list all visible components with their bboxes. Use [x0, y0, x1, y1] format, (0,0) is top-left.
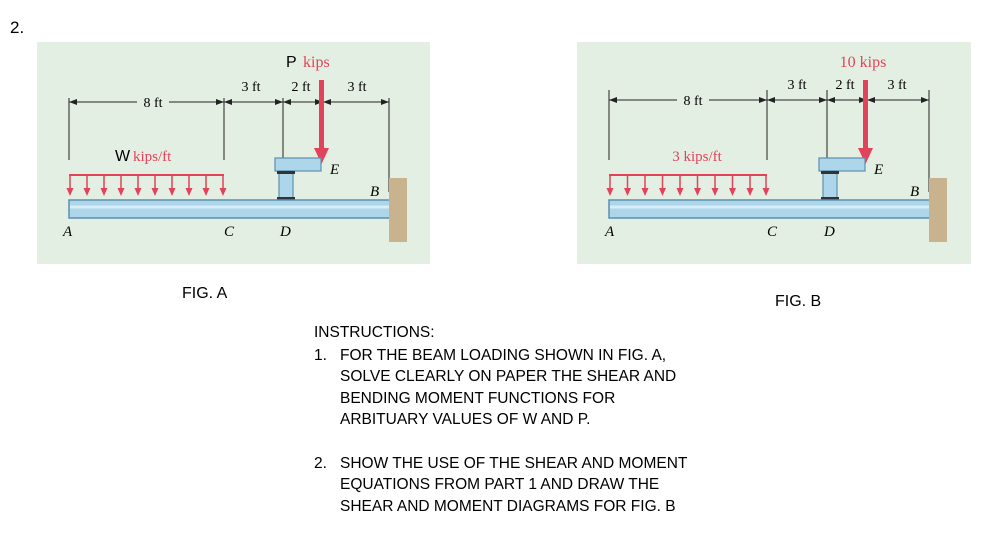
question-number: 2.	[10, 18, 25, 37]
dim-ed-label: 2 ft	[835, 78, 855, 93]
dim-ed-label: 2 ft	[291, 80, 311, 95]
instruction-step-2	[314, 453, 734, 518]
instructions-header: INSTRUCTIONS:	[314, 324, 435, 341]
figure-b-caption: FIG. B	[775, 293, 822, 310]
step-number: 2.	[314, 454, 327, 472]
point-a-label: A	[63, 224, 73, 240]
point-load-label: 10 kips	[839, 54, 887, 71]
step-line: BENDING MOMENT FUNCTIONS FOR	[340, 389, 616, 407]
dim-ce-label: 3 ft	[241, 80, 261, 95]
figure-b	[577, 42, 971, 264]
point-d-label: D	[824, 224, 835, 240]
step-line: SHOW THE USE OF THE SHEAR AND MOMENT	[340, 454, 688, 472]
dist-load-label: 3 kips/ft	[672, 149, 722, 165]
figure-a-caption: FIG. A	[182, 285, 228, 302]
dim-ac-label: 8 ft	[683, 94, 703, 109]
fixed-support-wall	[929, 178, 947, 242]
instructions	[314, 322, 734, 517]
step-number: 1.	[314, 346, 327, 364]
figure-b-diagram	[577, 42, 971, 264]
point-e-label: E	[330, 162, 340, 178]
point-b-label: B	[910, 184, 920, 200]
dim-ce-label: 3 ft	[787, 78, 807, 93]
load-symbol-p: P	[286, 54, 297, 71]
step-line: EQUATIONS FROM PART 1 AND DRAW THE	[340, 476, 660, 493]
point-c-label: C	[224, 224, 235, 240]
dist-load-unit-label: kips/ft	[133, 149, 172, 165]
point-a-label: A	[605, 224, 615, 240]
point-c-label: C	[767, 224, 778, 240]
instruction-step-1	[314, 345, 734, 431]
dim-db-label: 3 ft	[887, 78, 907, 93]
figure-a-diagram	[37, 42, 430, 264]
beam	[69, 200, 399, 218]
point-e-label: E	[874, 162, 884, 178]
dist-load-symbol-w: W	[115, 148, 131, 165]
point-d-label: D	[280, 224, 291, 240]
step-line: FOR THE BEAM LOADING SHOWN IN FIG. A,	[340, 346, 667, 364]
fixed-support-wall	[389, 178, 407, 242]
beam	[609, 200, 941, 218]
step-line: ARBITUARY VALUES OF W AND P.	[340, 411, 591, 428]
step-line: SHEAR AND MOMENT DIAGRAMS FOR FIG. B	[340, 497, 676, 515]
figure-a	[37, 42, 430, 264]
dim-ac-label: 8 ft	[143, 96, 163, 111]
dim-db-label: 3 ft	[347, 80, 367, 95]
step-line: SOLVE CLEARLY ON PAPER THE SHEAR AND	[340, 368, 677, 385]
point-b-label: B	[370, 184, 380, 200]
load-unit-label: kips	[303, 54, 330, 71]
